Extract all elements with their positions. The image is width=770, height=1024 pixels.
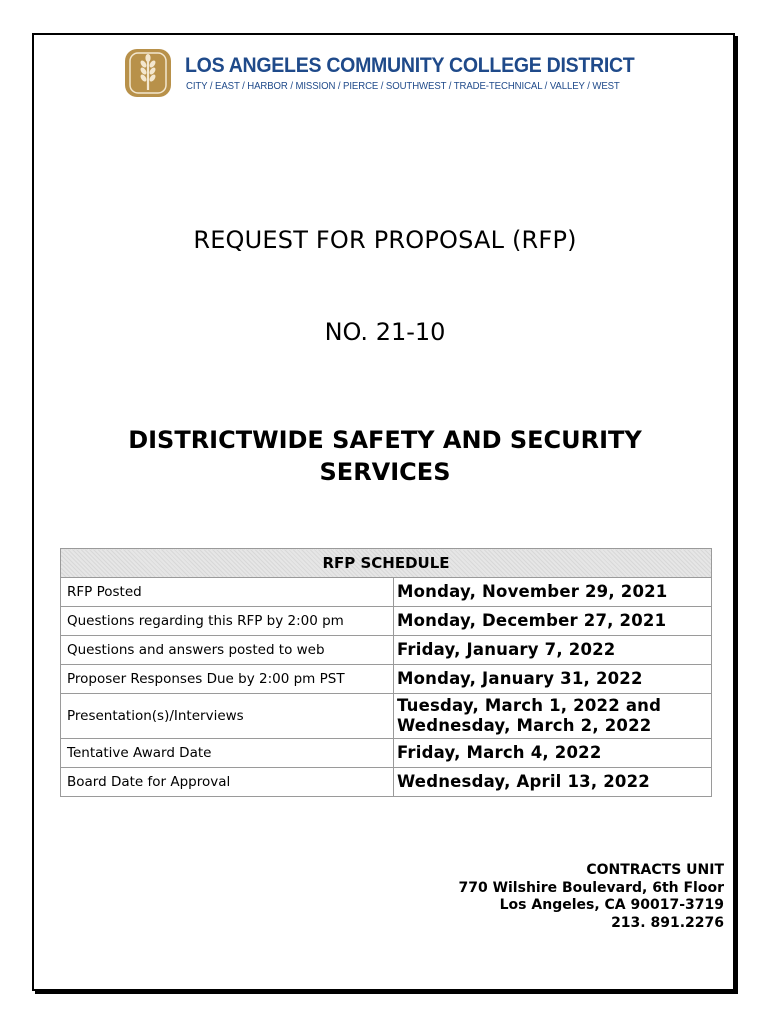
phone-number: 213. 891.2276 (611, 914, 724, 931)
rfp-schedule-table (60, 548, 712, 797)
table-row (61, 768, 712, 797)
schedule-item-label: Questions regarding this RFP by 2:00 pm (61, 607, 394, 636)
schedule-item-label: Questions and answers posted to web (61, 636, 394, 665)
schedule-item-date: Friday, March 4, 2022 (394, 739, 712, 768)
schedule-date-line: Wednesday, March 2, 2022 (397, 716, 652, 735)
schedule-item-label: RFP Posted (61, 578, 394, 607)
college-list: CITY / EAST / HARBOR / MISSION / PIERCE / SOUTHWEST / TRADE-TECHNICAL / VALLEY / WEST (186, 81, 620, 92)
schedule-item-date: Friday, January 7, 2022 (394, 636, 712, 665)
page-border (32, 33, 735, 991)
contracts-unit-address (458, 862, 724, 932)
schedule-item-date: Monday, December 27, 2021 (394, 607, 712, 636)
rfp-subject-heading: DISTRICTWIDE SAFETY AND SECURITY SERVICES (128, 426, 642, 486)
wheat-emblem-icon (124, 48, 172, 98)
table-row (61, 739, 712, 768)
schedule-item-date: Wednesday, April 13, 2022 (394, 768, 712, 797)
table-row (61, 665, 712, 694)
contracts-unit-name: CONTRACTS UNIT (586, 862, 724, 878)
schedule-heading: RFP SCHEDULE (61, 549, 712, 578)
schedule-item-label: Tentative Award Date (61, 739, 394, 768)
street-address: 770 Wilshire Boulevard, 6th Floor (458, 879, 724, 896)
schedule-date-line: Tuesday, March 1, 2022 and (397, 696, 662, 715)
city-state-zip: Los Angeles, CA 90017-3719 (499, 897, 724, 913)
table-row (61, 607, 712, 636)
document-title: REQUEST FOR PROPOSAL (RFP) (193, 226, 577, 254)
schedule-item-date (394, 694, 712, 739)
district-logo (124, 48, 654, 100)
schedule-item-date: Monday, November 29, 2021 (394, 578, 712, 607)
schedule-item-date: Monday, January 31, 2022 (394, 665, 712, 694)
table-row (61, 578, 712, 607)
rfp-number: NO. 21-10 (324, 318, 446, 346)
table-row (61, 694, 712, 739)
schedule-item-label: Board Date for Approval (61, 768, 394, 797)
org-name: LOS ANGELES COMMUNITY COLLEGE DISTRICT (185, 54, 635, 77)
schedule-item-label: Presentation(s)/Interviews (61, 694, 394, 739)
schedule-item-label: Proposer Responses Due by 2:00 pm PST (61, 665, 394, 694)
schedule-header-row (61, 549, 712, 578)
table-row (61, 636, 712, 665)
